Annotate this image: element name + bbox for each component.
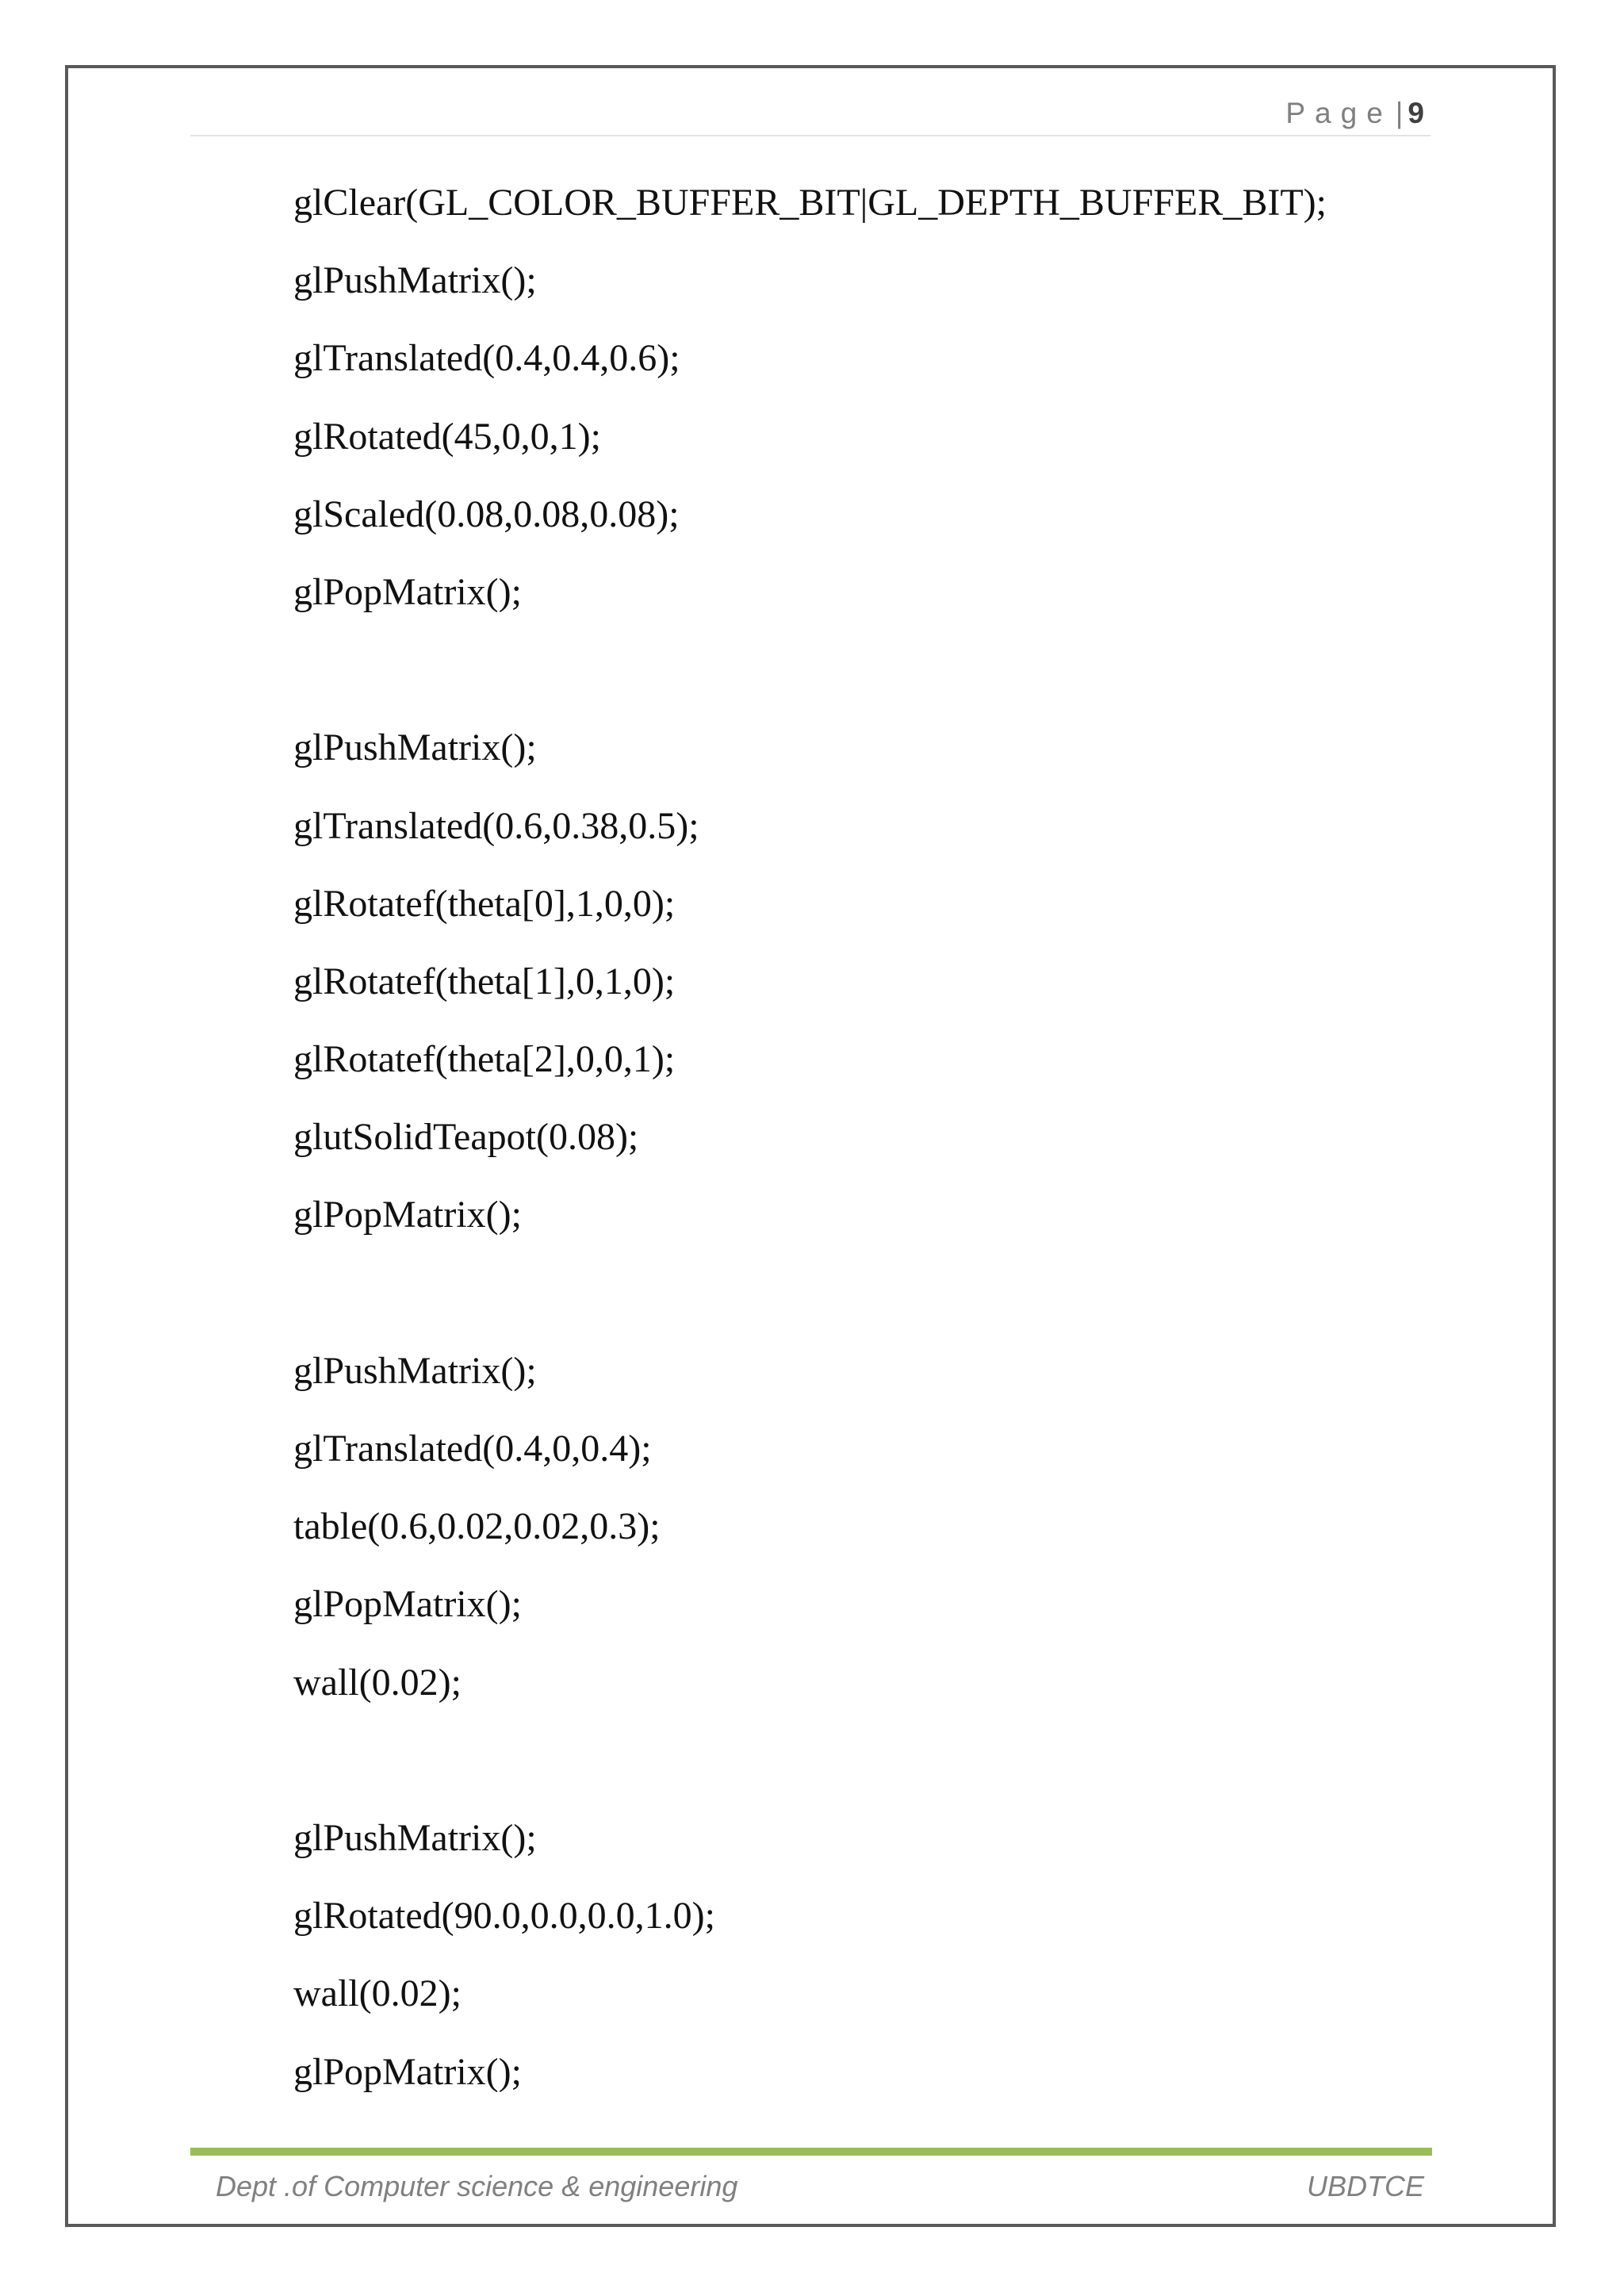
code-line: wall(0.02); <box>293 1661 462 1704</box>
code-line: glRotated(90.0,0.0,0.0,1.0); <box>293 1895 715 1938</box>
code-line: glRotatef(theta[0],1,0,0); <box>293 882 676 925</box>
code-blank-line <box>293 1255 1327 1332</box>
code-line: glRotatef(theta[1],0,1,0); <box>293 960 676 1002</box>
code-line: glTranslated(0.6,0.38,0.5); <box>293 804 699 847</box>
footer-rule <box>190 2148 1432 2156</box>
page-label: Page <box>1285 97 1392 129</box>
page-header <box>190 95 1431 136</box>
code-listing <box>293 164 1327 2111</box>
code-line: glPopMatrix(); <box>293 1194 522 1236</box>
code-line: glPushMatrix(); <box>293 1816 537 1859</box>
code-line: glScaled(0.08,0.08,0.08); <box>293 493 680 535</box>
code-blank-line <box>293 631 1327 709</box>
code-line: glPopMatrix(); <box>293 570 522 613</box>
footer-institution: UBDTCE <box>1306 2170 1424 2202</box>
code-line: glRotated(45,0,0,1); <box>293 415 601 458</box>
page-number <box>1285 97 1424 130</box>
code-line: wall(0.02); <box>293 1972 462 2015</box>
code-line: glPushMatrix(); <box>293 1349 537 1392</box>
code-line: table(0.6,0.02,0.02,0.3); <box>293 1505 661 1548</box>
code-line: glutSolidTeapot(0.08); <box>293 1116 639 1159</box>
code-line: glPopMatrix(); <box>293 1583 522 1626</box>
page-separator: | <box>1395 97 1404 129</box>
code-line: glRotatef(theta[2],0,0,1); <box>293 1038 676 1081</box>
code-line: glTranslated(0.4,0,0.4); <box>293 1428 652 1470</box>
code-line: glPushMatrix(); <box>293 259 537 302</box>
code-blank-line <box>293 1722 1327 1800</box>
code-line: glPopMatrix(); <box>293 2050 522 2093</box>
footer-department: Dept .of Computer science & engineering <box>216 2170 738 2202</box>
code-line: glTranslated(0.4,0.4,0.6); <box>293 337 680 380</box>
code-line: glPushMatrix(); <box>293 726 537 769</box>
page-number-value: 9 <box>1408 97 1424 129</box>
code-line: glClear(GL_COLOR_BUFFER_BIT|GL_DEPTH_BUFFER_BIT); <box>293 182 1327 224</box>
